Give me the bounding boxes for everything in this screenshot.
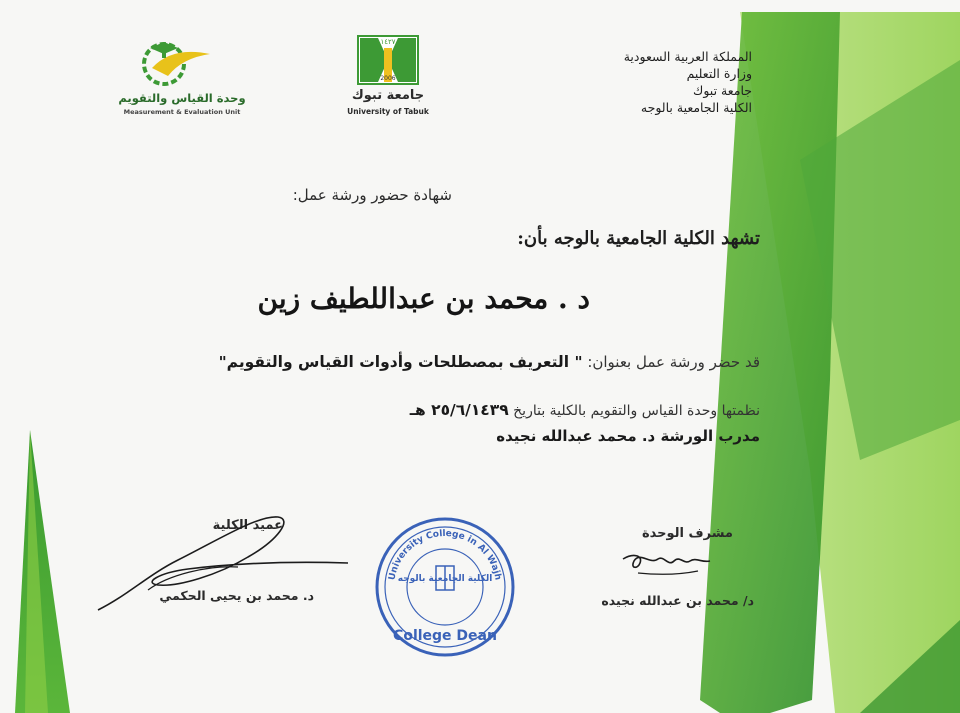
supervisor-signature-icon [618,545,718,581]
ministry-line-ministry: وزارة التعليم [686,66,752,81]
supervisor-role: مشرف الوحدة [641,526,733,541]
workshop-line [219,353,760,371]
tabuk-emblem-icon [338,30,438,88]
meu-logo [112,36,252,121]
tabuk-year-top: ١٤٢٧ [380,38,396,46]
attestation-line: تشهد الكلية الجامعية بالوجه بأن: [517,228,760,249]
ministry-line-college: الكلية الجامعية بالوجه [640,100,752,115]
ministry-line-university: جامعة تبوك [693,83,752,98]
stamp-english-top: University College in Al Wajh [387,528,503,582]
graduation-cap-icon [112,36,252,92]
organized-prefix: نظمتها وحدة القياس والتقويم بالكلية بتاريخ [513,403,760,419]
tabuk-year-bottom: 2006 [380,75,396,82]
meu-arabic-name: وحدة القياس والتقويم [118,91,246,105]
college-stamp [372,514,518,664]
organized-line [410,401,760,419]
ministry-block [532,48,752,116]
dean-name: د. محمد بن يحيى الحكمي [159,588,314,603]
dean-role: عميد الكلية [212,518,283,533]
supervisor-name: د/ محمد بن عبدالله نجيده [601,593,754,608]
tabuk-logo [338,30,438,125]
stamp-arabic: الكلية الجامعية بالوجه [397,574,493,584]
tabuk-english-name: University of Tabuk [347,107,429,116]
meu-english-name: Measurement & Evaluation Unit [123,108,241,116]
tabuk-arabic-name: جامعة تبوك [351,88,425,103]
workshop-prefix: قد حضر ورشة عمل بعنوان: [587,353,760,371]
ministry-line-country: المملكة العربية السعودية [623,49,752,64]
organized-date: ٢٥/٦/١٤٣٩ هـ [409,401,509,419]
stamp-english-bottom: College Dean [393,628,497,644]
certificate-title: شهادة حضور ورشة عمل: [292,186,452,204]
recipient-name: د . محمد بن عبداللطيف زين [257,282,590,315]
workshop-title: " التعريف بمصطلحات وأدوات القياس والتقويم" [218,353,583,371]
trainer-line: مدرب الورشة د. محمد عبدالله نجيده [496,427,760,445]
